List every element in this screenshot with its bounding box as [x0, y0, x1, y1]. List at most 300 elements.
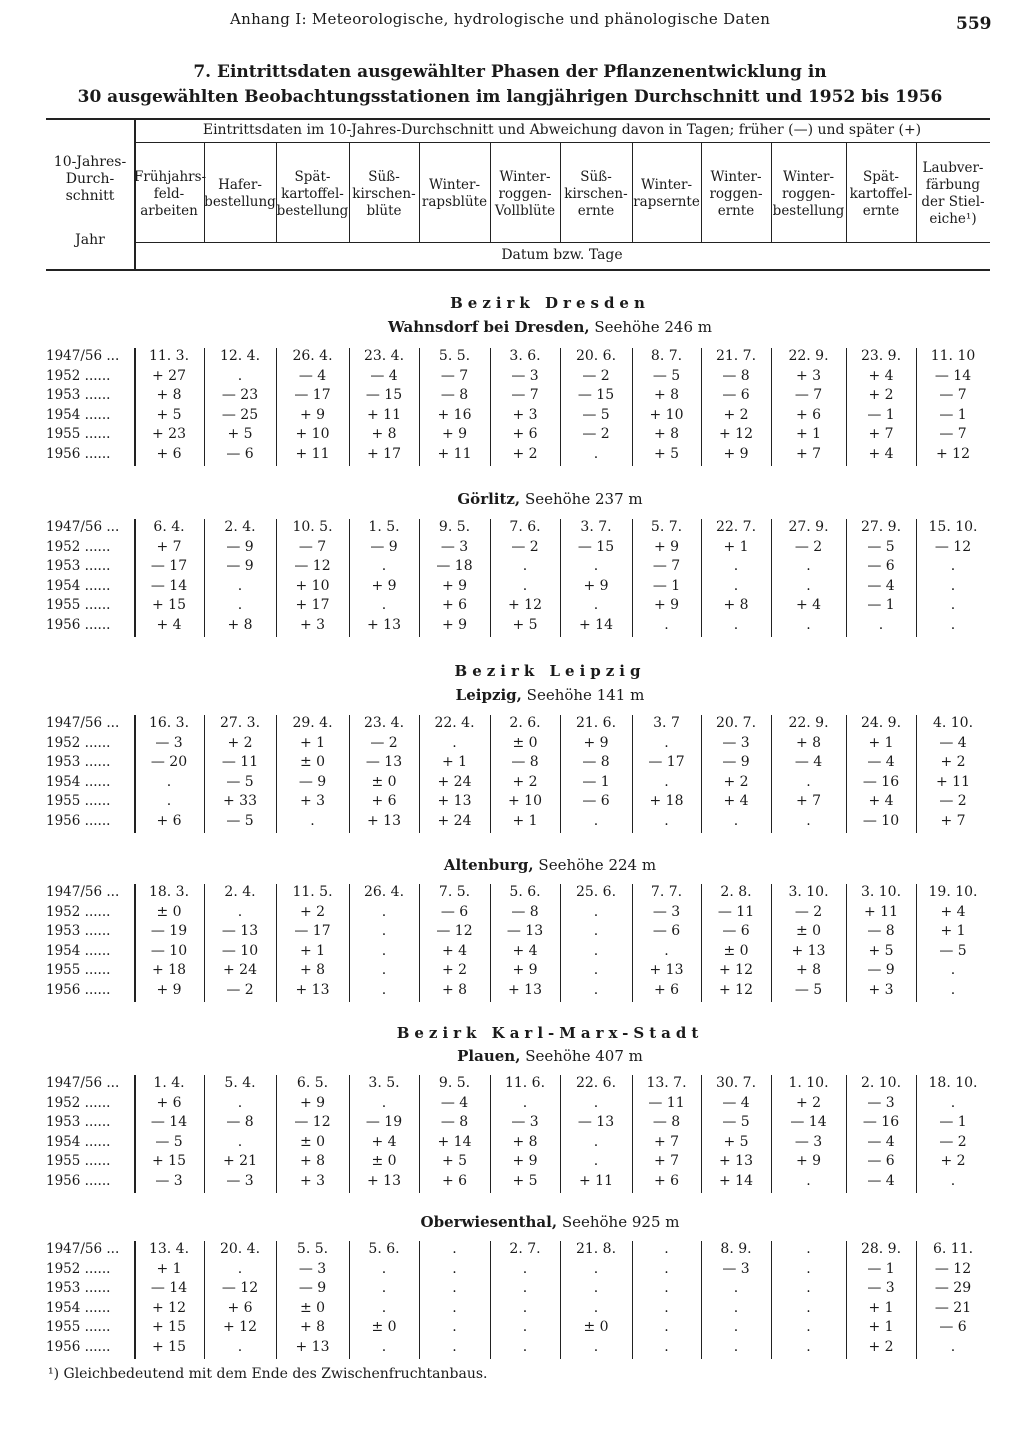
table-cell: + 9: [441, 577, 468, 594]
table-row: [46, 1075, 990, 1095]
table-cell: .: [522, 1319, 528, 1336]
table-cell: + 8: [795, 962, 822, 979]
table-cell: — 6: [722, 387, 750, 404]
column-separator: [276, 142, 277, 242]
table-cell: — 4: [440, 1094, 469, 1111]
table-cell: + 7: [156, 538, 182, 555]
table-cell: 3. 7: [653, 715, 680, 731]
station-name: Leipzig,: [455, 686, 522, 704]
table-cell: + 2: [441, 962, 468, 979]
table-cell: + 23: [152, 426, 186, 443]
table-cell: + 5: [868, 942, 894, 959]
table-cell: — 9: [722, 754, 750, 771]
table-cell: .: [452, 1299, 457, 1316]
table-cell: + 13: [295, 982, 330, 998]
table-cell: — 6: [440, 903, 469, 920]
table-cell: — 4: [370, 367, 398, 384]
table-cell: .: [237, 367, 243, 384]
column-header: [349, 169, 419, 220]
table-cell: — 9: [298, 1280, 327, 1297]
table-cell: .: [593, 1260, 599, 1277]
table-cell: + 2: [723, 773, 749, 790]
table-cell: — 6: [226, 446, 254, 462]
table-cell: .: [950, 597, 956, 614]
table-cell: + 6: [156, 813, 182, 829]
column-header-line: Winter-: [782, 168, 835, 185]
table-cell: 21. 6.: [575, 715, 617, 731]
table-cell: — 11: [717, 903, 755, 920]
table-cell: + 1: [512, 813, 538, 829]
table-row: [46, 446, 990, 466]
table-cell: — 3: [867, 1280, 895, 1297]
table-cell: — 4: [867, 1133, 895, 1150]
table-cell: + 12: [152, 1299, 186, 1316]
table-row: [46, 923, 990, 943]
district-heading: Bezirk Dresden: [450, 294, 650, 312]
table-cell: + 24: [437, 813, 472, 829]
table-cell: ± 0: [583, 1319, 609, 1336]
table-cell: ± 0: [795, 923, 822, 940]
table-cell: — 19: [365, 1114, 403, 1131]
table-cell: — 1: [867, 1260, 895, 1277]
table-row: [46, 348, 990, 368]
station-elevation: Seehöhe 407 m: [525, 1047, 643, 1065]
column-header-line: färbung: [925, 177, 981, 193]
table-cell: + 6: [441, 597, 468, 614]
table-cell: .: [381, 923, 387, 940]
table-title-line-1: 7. Eintrittsdaten ausgewählter Phasen der Pflanzenentwicklung in: [193, 62, 827, 82]
station-elevation: Seehöhe 246 m: [594, 318, 713, 336]
column-header-line: Winter-: [640, 177, 693, 193]
table-cell: — 1: [939, 1114, 967, 1131]
table-cell: .: [593, 942, 599, 959]
table-cell: 7. 7.: [650, 884, 683, 900]
year-label: 1956 ......: [46, 1173, 111, 1189]
column-header: [771, 169, 846, 220]
year-label: 1953 ......: [46, 1114, 111, 1131]
table-cell: + 12: [719, 982, 753, 998]
table-cell: — 17: [294, 387, 331, 404]
table-cell: 6. 4.: [153, 519, 185, 535]
column-header-line: kirschen-: [564, 185, 628, 202]
year-label: 1953 ......: [46, 558, 111, 575]
table-cell: 21. 8.: [575, 1241, 617, 1257]
table-cell: 9. 5.: [438, 1075, 471, 1091]
table-cell: + 4: [795, 597, 822, 614]
table-cell: .: [950, 558, 956, 575]
table-cell: + 1: [299, 942, 326, 959]
table-cell: — 8: [440, 387, 469, 404]
table-cell: .: [806, 1280, 811, 1297]
table-cell: + 4: [940, 903, 966, 920]
header-left-label: 10-Jahres- Durch- schnitt: [53, 154, 127, 204]
page-number: 559: [956, 14, 992, 34]
table-cell: .: [664, 1319, 669, 1336]
table-row: [46, 426, 990, 446]
table-cell: 6. 11.: [932, 1241, 974, 1257]
year-label: 1953 ......: [46, 754, 111, 771]
column-header: [560, 169, 632, 220]
table-cell: .: [381, 1299, 387, 1316]
table-cell: 5. 4.: [224, 1075, 256, 1091]
table-cell: + 13: [719, 1153, 753, 1170]
table-cell: .: [593, 1280, 599, 1297]
column-separator: [632, 142, 633, 242]
table-cell: + 6: [795, 406, 822, 423]
table-cell: + 4: [512, 942, 538, 959]
table-cell: 1. 5.: [368, 519, 400, 535]
table-cell: ± 0: [299, 1299, 326, 1316]
table-cell: + 13: [791, 942, 826, 959]
table-cell: + 1: [868, 1319, 894, 1336]
table-cell: — 14: [150, 1114, 188, 1131]
column-header-line: ernte: [577, 202, 615, 219]
table-cell: — 5: [722, 1114, 750, 1131]
column-header-line: roggen-: [781, 185, 836, 202]
station-elevation: Seehöhe 141 m: [526, 686, 645, 704]
table-row: [46, 558, 990, 578]
year-label: 1956 ......: [46, 982, 111, 998]
table-cell: 21. 7.: [715, 348, 757, 364]
table-cell: .: [166, 773, 172, 790]
table-row: [46, 1134, 990, 1154]
table-cell: .: [593, 1133, 599, 1150]
table-cell: + 5: [441, 1153, 468, 1170]
table-cell: + 14: [579, 617, 613, 633]
table-cell: 29. 4.: [292, 715, 333, 731]
table-cell: .: [237, 1133, 243, 1150]
table-cell: — 4: [867, 754, 895, 771]
table-cell: + 27: [152, 367, 186, 384]
table-cell: — 3: [511, 1114, 539, 1131]
table-cell: — 13: [577, 1114, 615, 1131]
table-cell: + 4: [868, 446, 894, 462]
table-cell: — 16: [862, 773, 900, 790]
table-cell: — 15: [577, 387, 615, 404]
table-cell: .: [593, 1339, 599, 1355]
table-cell: .: [237, 1094, 243, 1111]
table-cell: 22. 9.: [788, 715, 829, 731]
table-cell: — 2: [370, 734, 398, 751]
column-header-line: arbeiten: [140, 202, 198, 219]
column-separator: [419, 142, 420, 242]
table-cell: 12. 4.: [219, 348, 261, 364]
table-row: [46, 715, 990, 735]
table-cell: + 10: [649, 406, 684, 423]
table-cell: + 2: [940, 754, 966, 771]
table-cell: .: [522, 1260, 528, 1277]
year-label: 1955 ......: [46, 1153, 111, 1170]
header-top-span: Eintrittsdaten im 10-Jahres-Durchschnitt und Abweichung davon in Tagen; früher (—) und später (+): [202, 122, 922, 138]
table-cell: ± 0: [371, 773, 397, 790]
table-cell: + 1: [868, 1299, 894, 1316]
table-cell: + 11: [864, 903, 898, 920]
table-cell: .: [950, 617, 956, 633]
header-columns-rule: [134, 242, 990, 243]
table-cell: 18. 3.: [148, 884, 190, 900]
table-cell: — 12: [436, 923, 473, 940]
table-cell: — 3: [440, 538, 469, 555]
table-cell: .: [237, 577, 243, 594]
table-cell: + 13: [508, 982, 542, 998]
table-row: [46, 578, 990, 598]
table-cell: + 5: [227, 426, 253, 443]
table-cell: .: [381, 1260, 387, 1277]
table-cell: — 8: [440, 1114, 469, 1131]
year-label: 1952 ......: [46, 1260, 111, 1277]
table-cell: 3. 6.: [509, 348, 541, 364]
table-cell: .: [664, 813, 669, 829]
table-cell: — 13: [365, 754, 403, 771]
table-cell: — 12: [294, 1114, 331, 1131]
year-label: 1947/56 ...: [46, 715, 120, 731]
table-cell: — 3: [155, 1173, 183, 1189]
table-cell: .: [664, 1299, 669, 1316]
table-cell: .: [664, 1280, 669, 1297]
table-cell: + 12: [508, 597, 542, 614]
table-cell: — 7: [794, 387, 823, 404]
table-cell: .: [381, 1280, 387, 1297]
table-cell: — 8: [511, 903, 539, 920]
station-name: Altenburg,: [443, 856, 534, 874]
table-cell: — 5: [867, 538, 895, 555]
year-label: 1947/56 ...: [46, 1075, 120, 1091]
station-elevation: Seehöhe 224 m: [538, 856, 657, 874]
table-row: [46, 539, 990, 559]
table-header: [46, 118, 990, 270]
table-cell: 20. 7.: [715, 715, 757, 731]
year-label: 1947/56 ...: [46, 884, 120, 900]
table-cell: .: [237, 1260, 243, 1277]
table-cell: 23. 4.: [363, 348, 405, 364]
column-separator: [771, 142, 772, 242]
column-header-line: bestellung: [276, 202, 349, 219]
table-cell: .: [806, 1173, 811, 1189]
table-cell: — 13: [221, 923, 259, 940]
column-header-line: Spät-: [863, 168, 899, 185]
table-cell: — 5: [226, 773, 254, 790]
table-cell: + 9: [156, 982, 182, 998]
table-cell: + 6: [653, 982, 680, 998]
table-cell: 28. 9.: [860, 1241, 902, 1257]
table-row: [46, 1173, 990, 1193]
table-cell: .: [806, 558, 811, 575]
table-cell: ± 0: [299, 754, 326, 771]
table-cell: + 11: [579, 1173, 613, 1189]
table-cell: .: [733, 1299, 739, 1316]
table-cell: — 11: [648, 1094, 685, 1111]
table-cell: 8. 9.: [720, 1241, 752, 1257]
table-row: [46, 962, 990, 982]
table-cell: + 8: [299, 962, 326, 979]
table-cell: + 6: [156, 446, 182, 462]
table-cell: .: [593, 597, 599, 614]
table-cell: + 6: [441, 1173, 468, 1189]
table-cell: 9. 5.: [438, 519, 471, 535]
table-cell: .: [733, 1319, 739, 1336]
year-label: 1955 ......: [46, 597, 111, 614]
table-cell: .: [664, 942, 669, 959]
table-cell: + 15: [152, 1339, 186, 1355]
column-header-line: Laubver-: [922, 160, 984, 176]
table-cell: — 3: [722, 1260, 750, 1277]
table-cell: — 2: [582, 367, 610, 384]
table-row: [46, 1319, 990, 1339]
table-cell: 3. 5.: [368, 1075, 400, 1091]
table-cell: — 4: [298, 367, 327, 384]
table-cell: + 2: [723, 406, 749, 423]
table-cell: 5. 6.: [368, 1241, 400, 1257]
table-cell: .: [733, 558, 739, 575]
table-cell: + 12: [719, 962, 753, 979]
table-cell: .: [593, 446, 599, 462]
table-cell: .: [381, 942, 387, 959]
table-cell: — 2: [794, 903, 823, 920]
column-separator: [846, 142, 847, 242]
year-label: 1953 ......: [46, 387, 111, 404]
table-cell: + 6: [653, 1173, 680, 1189]
table-row: [46, 904, 990, 924]
table-cell: 7. 5.: [438, 884, 471, 900]
table-cell: + 8: [653, 387, 680, 404]
table-cell: .: [522, 558, 528, 575]
table-cell: .: [950, 1173, 956, 1189]
year-label: 1955 ......: [46, 962, 111, 979]
table-cell: — 23: [221, 387, 259, 404]
table-cell: + 3: [868, 982, 894, 998]
table-cell: 2. 7.: [509, 1241, 541, 1257]
table-cell: .: [452, 1319, 457, 1336]
table-cell: + 15: [152, 1319, 186, 1336]
year-label: 1952 ......: [46, 734, 111, 751]
table-cell: + 17: [295, 597, 330, 614]
table-cell: 5. 5.: [296, 1241, 329, 1257]
table-cell: 22. 9.: [788, 348, 829, 364]
table-cell: — 7: [939, 426, 967, 443]
table-cell: + 14: [437, 1133, 472, 1150]
table-cell: + 9: [299, 406, 326, 423]
table-cell: + 9: [723, 446, 749, 462]
column-separator: [701, 142, 702, 242]
table-cell: — 4: [722, 1094, 750, 1111]
table-cell: .: [522, 1094, 528, 1111]
table-cell: .: [593, 558, 599, 575]
column-header-line: kartoffel-: [849, 185, 913, 202]
column-header: [490, 169, 560, 220]
table-cell: + 8: [371, 426, 397, 443]
table-cell: — 17: [648, 754, 685, 771]
table-cell: + 2: [512, 446, 538, 462]
table-cell: — 19: [150, 923, 188, 940]
table-cell: + 7: [653, 1133, 680, 1150]
column-header: [419, 177, 490, 211]
table-cell: + 14: [719, 1173, 753, 1189]
table-cell: .: [593, 1153, 599, 1170]
column-separator: [490, 142, 491, 242]
table-cell: + 9: [583, 734, 609, 751]
table-cell: — 1: [582, 773, 610, 790]
year-label: 1947/56 ...: [46, 1241, 120, 1257]
column-header: [204, 177, 276, 211]
table-cell: + 2: [512, 773, 538, 790]
table-cell: + 10: [508, 793, 542, 810]
year-label: 1956 ......: [46, 813, 111, 829]
table-cell: .: [733, 577, 739, 594]
table-cell: — 29: [934, 1280, 972, 1297]
table-cell: .: [733, 617, 739, 633]
station-data-block: [46, 715, 990, 833]
column-header-line: bestellung: [204, 194, 276, 210]
table-cell: 11. 5.: [292, 884, 333, 900]
column-header-line: kirschen-: [352, 185, 416, 202]
table-cell: + 1: [156, 1260, 182, 1277]
year-label: 1947/56 ...: [46, 519, 120, 535]
table-cell: — 4: [867, 577, 895, 594]
table-cell: + 1: [299, 734, 326, 751]
table-cell: .: [664, 1339, 669, 1355]
table-cell: + 9: [512, 962, 538, 979]
column-header: [846, 169, 916, 220]
table-cell: — 3: [867, 1094, 895, 1111]
table-cell: 26. 4.: [363, 884, 405, 900]
table-cell: — 1: [867, 406, 895, 423]
table-cell: ± 0: [371, 1153, 397, 1170]
table-cell: 22. 6.: [575, 1075, 617, 1091]
table-cell: — 8: [226, 1114, 254, 1131]
table-cell: .: [522, 577, 528, 594]
table-cell: .: [806, 1260, 811, 1277]
table-cell: + 7: [940, 813, 966, 829]
table-cell: — 2: [582, 426, 610, 443]
table-cell: + 24: [437, 773, 472, 790]
table-cell: .: [452, 1260, 457, 1277]
table-row: [46, 1280, 990, 1300]
table-cell: 2. 4.: [224, 519, 256, 535]
table-title-line-2: 30 ausgewählten Beobachtungsstationen im langjährigen Durchschnitt und 1952 bis 1956: [77, 87, 943, 107]
year-label: 1954 ......: [46, 1133, 111, 1150]
year-label: 1955 ......: [46, 793, 111, 810]
table-cell: .: [733, 1339, 739, 1355]
table-cell: — 14: [934, 367, 972, 384]
year-label: 1953 ......: [46, 1280, 111, 1297]
table-cell: .: [381, 558, 387, 575]
station-elevation: Seehöhe 925 m: [561, 1213, 680, 1231]
year-label: 1952 ......: [46, 1094, 111, 1111]
table-cell: — 2: [794, 538, 823, 555]
table-cell: + 24: [223, 962, 257, 979]
column-separator: [916, 142, 917, 242]
table-cell: + 9: [512, 1153, 538, 1170]
table-cell: 11. 3.: [148, 348, 190, 364]
station-data-block: [46, 884, 990, 1002]
table-cell: 20. 6.: [575, 348, 617, 364]
table-cell: + 9: [371, 577, 397, 594]
table-cell: + 15: [152, 1153, 186, 1170]
table-cell: + 7: [795, 446, 822, 462]
table-row: [46, 1339, 990, 1359]
table-cell: .: [806, 617, 811, 633]
table-row: [46, 793, 990, 813]
table-cell: 13. 4.: [148, 1241, 190, 1257]
table-cell: — 15: [577, 538, 615, 555]
table-row: [46, 735, 990, 755]
table-cell: + 4: [441, 942, 468, 959]
table-cell: — 4: [939, 734, 967, 751]
table-cell: .: [381, 962, 387, 979]
table-cell: + 11: [936, 773, 970, 790]
table-cell: .: [381, 1094, 387, 1111]
table-cell: .: [806, 1339, 811, 1355]
